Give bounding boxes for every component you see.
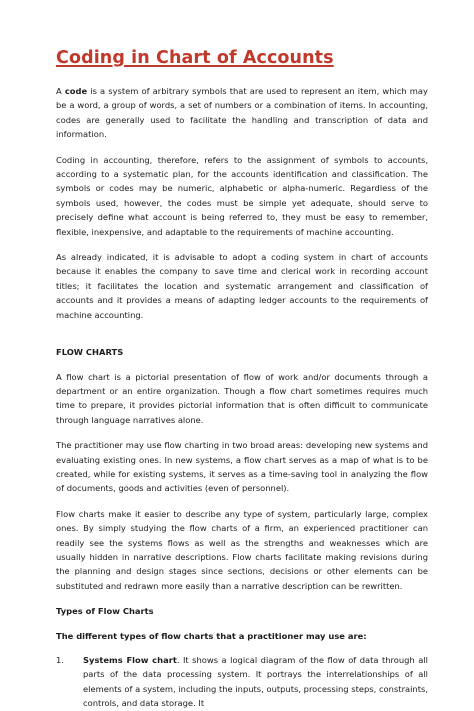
flow-charts-heading: FLOW CHARTS — [56, 347, 124, 358]
intro-prefix: A — [56, 86, 65, 96]
types-of-flow-charts-heading: Types of Flow Charts — [56, 606, 154, 617]
document-title: Coding in Chart of Accounts — [56, 48, 334, 68]
list-item-name: Systems Flow chart — [83, 655, 177, 665]
section-spacer — [56, 333, 428, 345]
flow-chart-benefits-paragraph: Flow charts make it easier to describe any type of system, particularly large, complex ones. By simply studying the flow charts of a firm, an experienced practitioner can readily see the systems flows as well as the strengths and weaknesses which are usually hidden in narrative descriptions. Flow charts facilitate making revisions during the planning and design stages since sections, decisions or other elements can be substituted and redrawn more easily than a narrative description can be rewritten. — [56, 508, 428, 591]
coding-benefits-paragraph: As already indicated, it is advisable to adopt a coding system in chart of accounts because it enables the company to save time and clerical work in recording account titles; it facilitates the location and systematic arrangement and classification of accounts and it provides a means of adapting ledger accounts to the requirements of machine accounting. — [56, 252, 428, 320]
list-item — [56, 653, 428, 711]
intro-rest: is a system of arbitrary symbols that are used to represent an item, which may be a word, a group of words, a set of numbers or a combination of items. In accounting, codes are generally used to facilitate the handling and transcription of data and information. — [56, 86, 428, 140]
intro-paragraph — [56, 84, 428, 142]
types-intro-heading: The different types of flow charts that a practitioner may use are: — [56, 630, 367, 641]
flow-chart-types-list — [56, 653, 428, 711]
coding-definition-paragraph: Coding in accounting, therefore, refers to the assignment of symbols to accounts, according to a systematic plan, for the accounts identification and classification. The symbols or codes may be numeric, alphabetic or alpha-numeric. Regardless of the symbols used, however, the codes must be simple yet adequate, should serve to precisely define what account is being referred to, they must be easy to remember, flexible, inexpensive, and adaptable to the requirements of machine accounting. — [56, 154, 428, 237]
code-term: code — [64, 86, 88, 96]
flow-chart-usage-paragraph: The practitioner may use flow charting in two broad areas: developing new systems and evaluating existing ones. In new systems, a flow chart serves as a map of what is to be created, while for existing systems, it serves as a time-saving tool in analyzing the flow of documents, goods and activities (even of personnel). — [56, 440, 428, 494]
flow-chart-definition-paragraph: A flow chart is a pictorial presentation of flow of work and/or documents through a department or an entire organization. Though a flow chart sometimes requires much time to prepare, it provides pictorial information that is often difficult to communicate through language narratives alone. — [56, 371, 428, 425]
list-item-number: 1. — [56, 655, 64, 665]
list-item-description: . It shows a logical diagram of the flow of data through all parts of the data processing system. It portrays the interrelationships of all elements of a system, including the inputs, outputs, processing steps, constraints, controls, and data storage. It — [83, 655, 428, 709]
